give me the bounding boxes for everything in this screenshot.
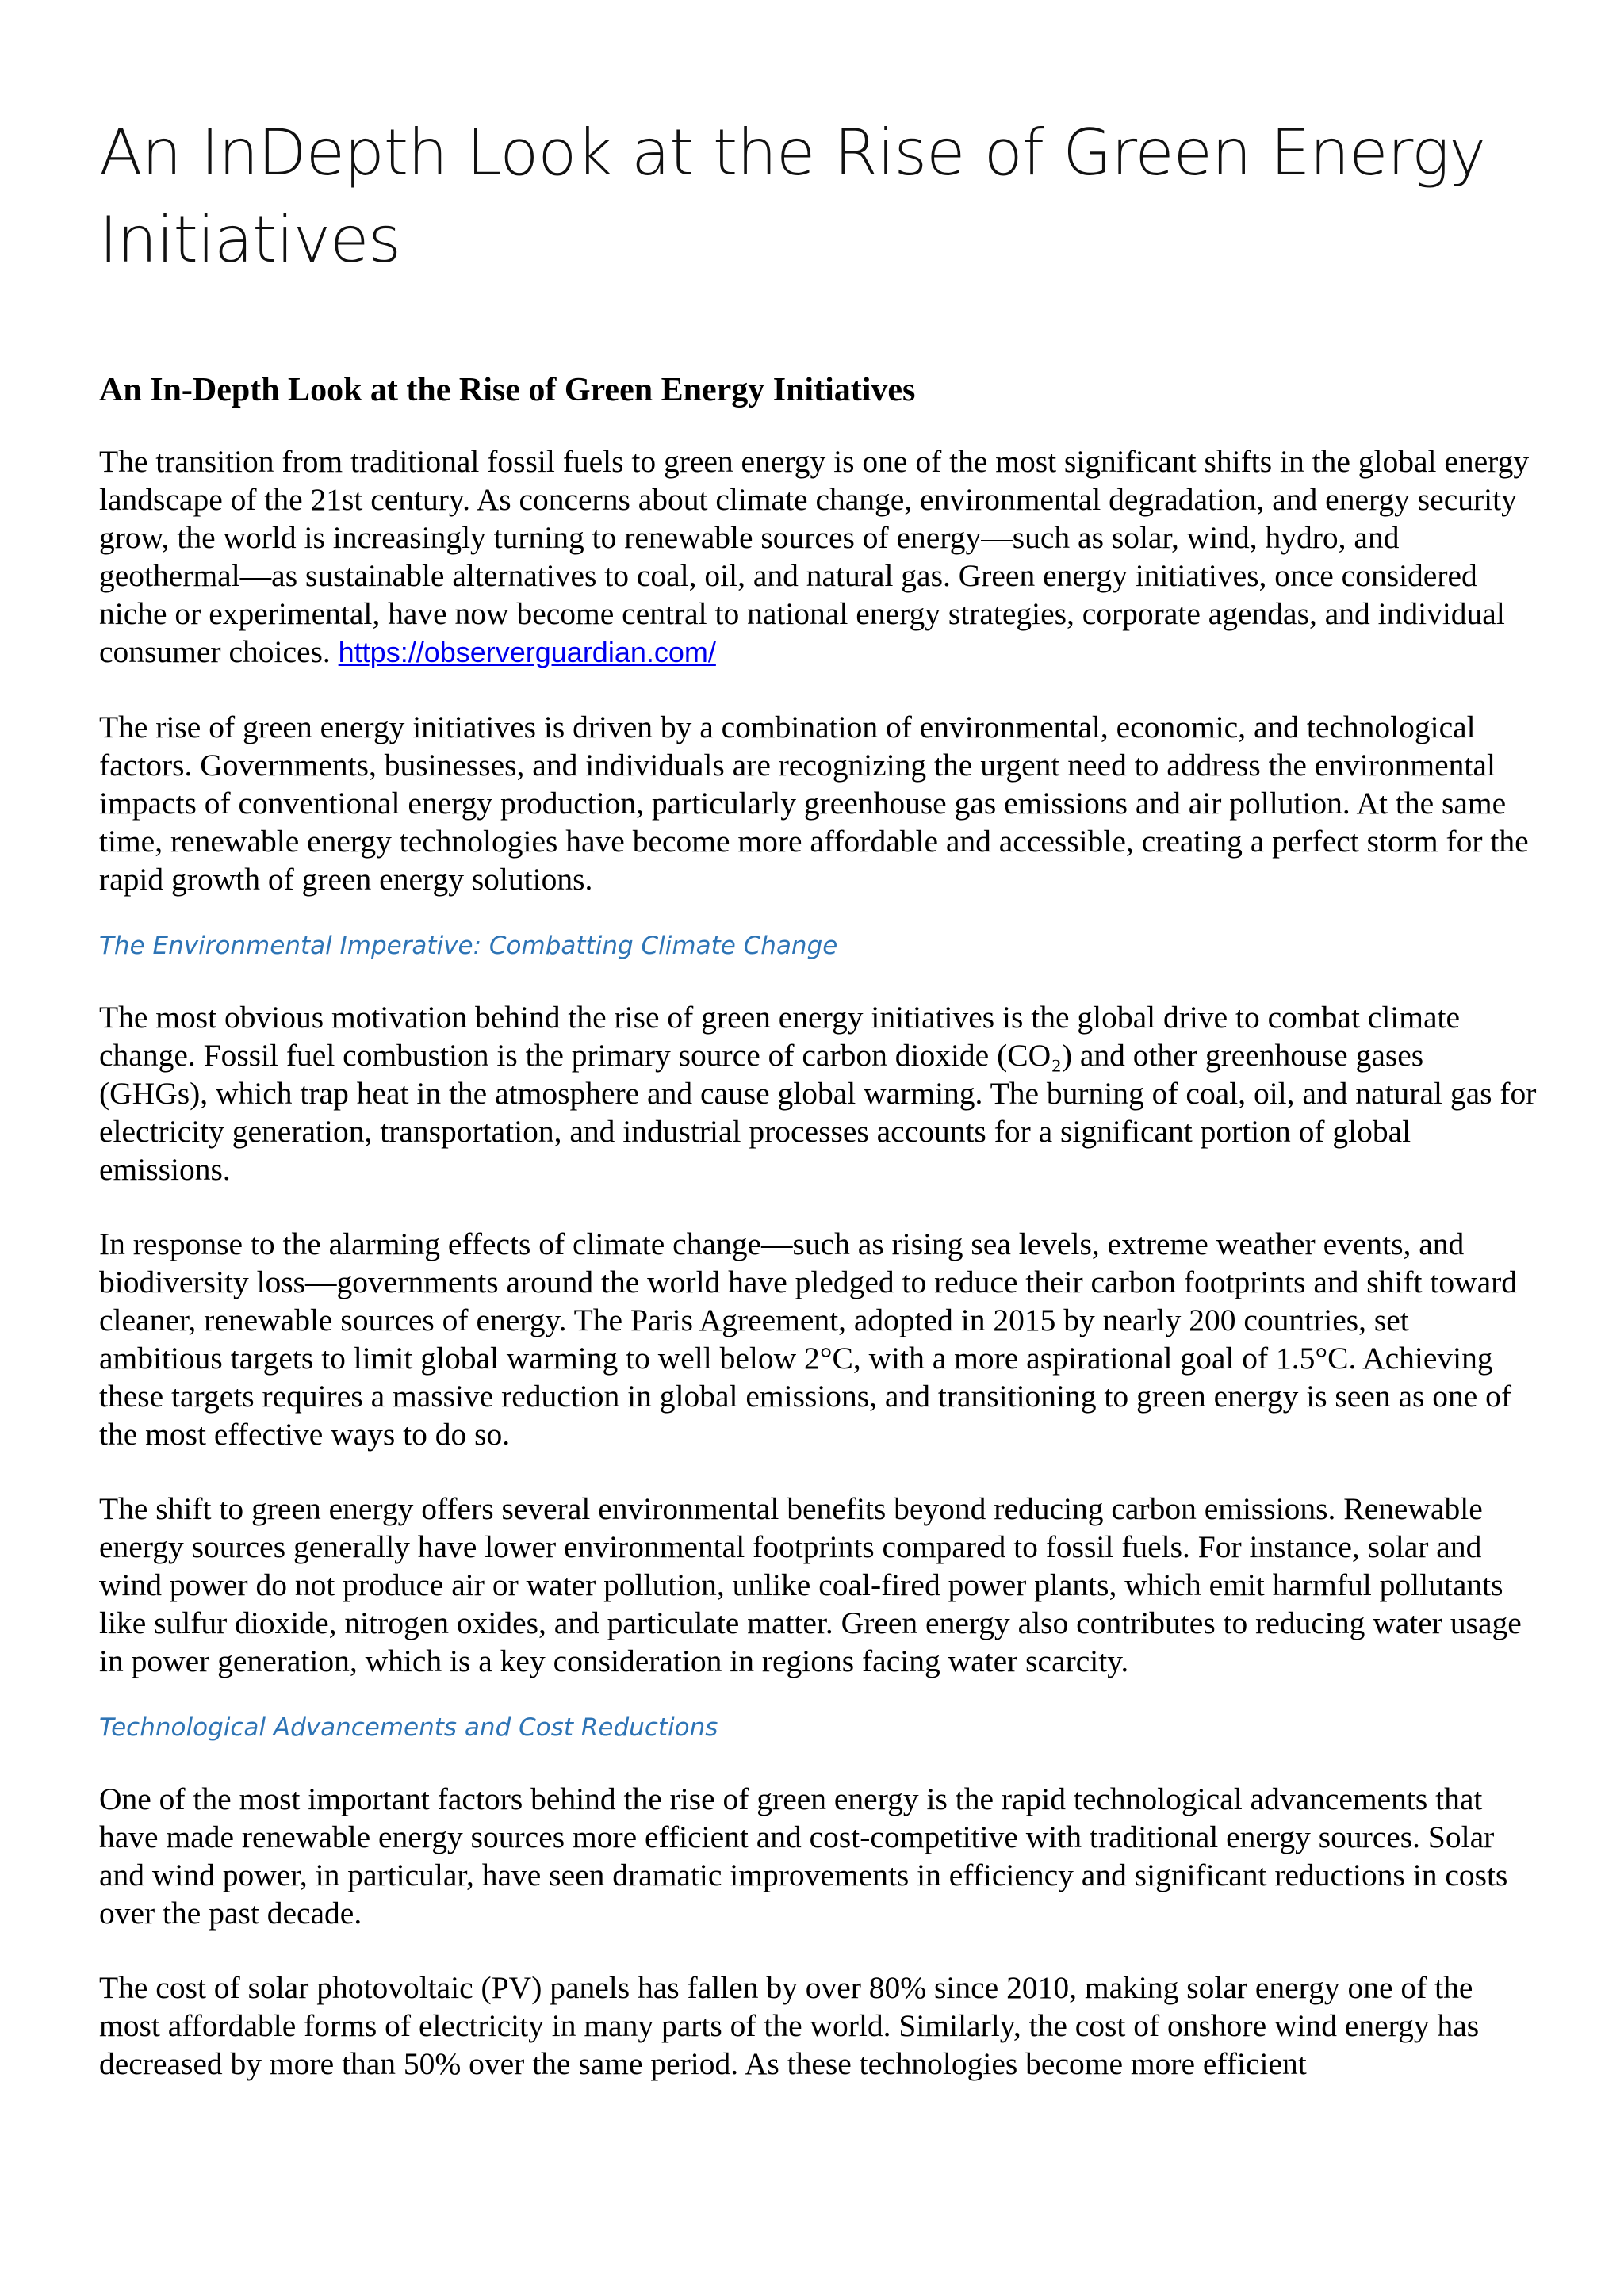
source-link[interactable]: https://observerguardian.com/ (338, 636, 716, 668)
paragraph-cost-reductions: The cost of solar photovoltaic (PV) panels has fallen by over 80% since 2010, making solar energy one of the most affordable forms of electricity in many parts of the world. Similarly, the cost of onshore wind energy has decreased by more than 50% over the same period. As these technologies become more efficient (99, 1970, 1480, 2081)
paragraph-paris-agreement: In response to the alarming effects of climate change—such as rising sea levels, extreme weather events, and biodiversity loss—governments around the world have pledged to reduce their carbon footprints and shift toward cleaner, renewable sources of energy. The Paris Agreement, adopted in 2015 by nearly 200 countries, set ambitious targets to limit global warming to well below 2°C, with a more aspirational goal of 1.5°C. Achieving these targets requires a massive reduction in global emissions, and transitioning to green energy is seen as one of the most effective ways to do so. (99, 1226, 1518, 1452)
paragraph-environmental-benefits: The shift to green energy offers several environmental benefits beyond reducing carbon emissions. Renewable energy sources generally have lower environmental footprints compared to fossil fuels. For instance, solar and wind power do not produce air or water pollution, unlike coal-fired power plants, which emit harmful pollutants like sulfur dioxide, nitrogen oxides, and particulate matter. Green energy also contributes to reducing water usage in power generation, which is a key consideration in regions facing water scarcity. (99, 1491, 1522, 1678)
intro-text: The transition from traditional fossil fuels to green energy is one of the most significant shifts in the global energy landscape of the 21st century. As concerns about climate change, environmental degradation, and energy security grow, the world is increasingly turning to renewable sources of energy—such as solar, wind, hydro, and geothermal—as sustainable alternatives to coal, oil, and natural gas. Green energy initiatives, once considered niche or experimental, have now become central to national energy strategies, corporate agendas, and individual consumer choices. (99, 444, 1530, 669)
paragraph-climate-motivation: The most obvious motivation behind the rise of green energy initiatives is the global drive to combat climate change. Fossil fuel combustion is the primary source of carbon dioxide (CO₂) and other greenhouse gases (GHGs), which trap heat in the atmosphere and cause global warming. The burning of coal, oil, and natural gas for electricity generation, transportation, and industrial processes accounts for a significant portion of global emissions. (99, 1000, 1537, 1187)
paragraph-drivers: The rise of green energy initiatives is driven by a combination of environmental, economic, and technological factors. Governments, businesses, and individuals are recognizing the urgent need to address the environmental impacts of conventional energy production, particularly greenhouse gas emissions and air pollution. At the same time, renewable energy technologies have become more affordable and accessible, creating a perfect storm for the rapid growth of green energy solutions. (99, 710, 1529, 897)
paragraph-tech-factors: One of the most important factors behind the rise of green energy is the rapid technological advancements that have made renewable energy sources more efficient and cost-competitive with traditional energy sources. Solar and wind power, in particular, have seen dramatic improvements in efficiency and significant reductions in costs over the past decade. (99, 1781, 1508, 1931)
article-heading: An In-Depth Look at the Rise of Green Energy Initiatives (99, 372, 916, 408)
document-title: An InDepth Look at the Rise of Green Energy Initiatives (99, 116, 1486, 277)
subheading-technological-advancements: Technological Advancements and Cost Reductions (99, 1713, 718, 1742)
intro-paragraph (99, 442, 1537, 672)
subheading-environmental-imperative: The Environmental Imperative: Combatting Climate Change (99, 932, 838, 960)
